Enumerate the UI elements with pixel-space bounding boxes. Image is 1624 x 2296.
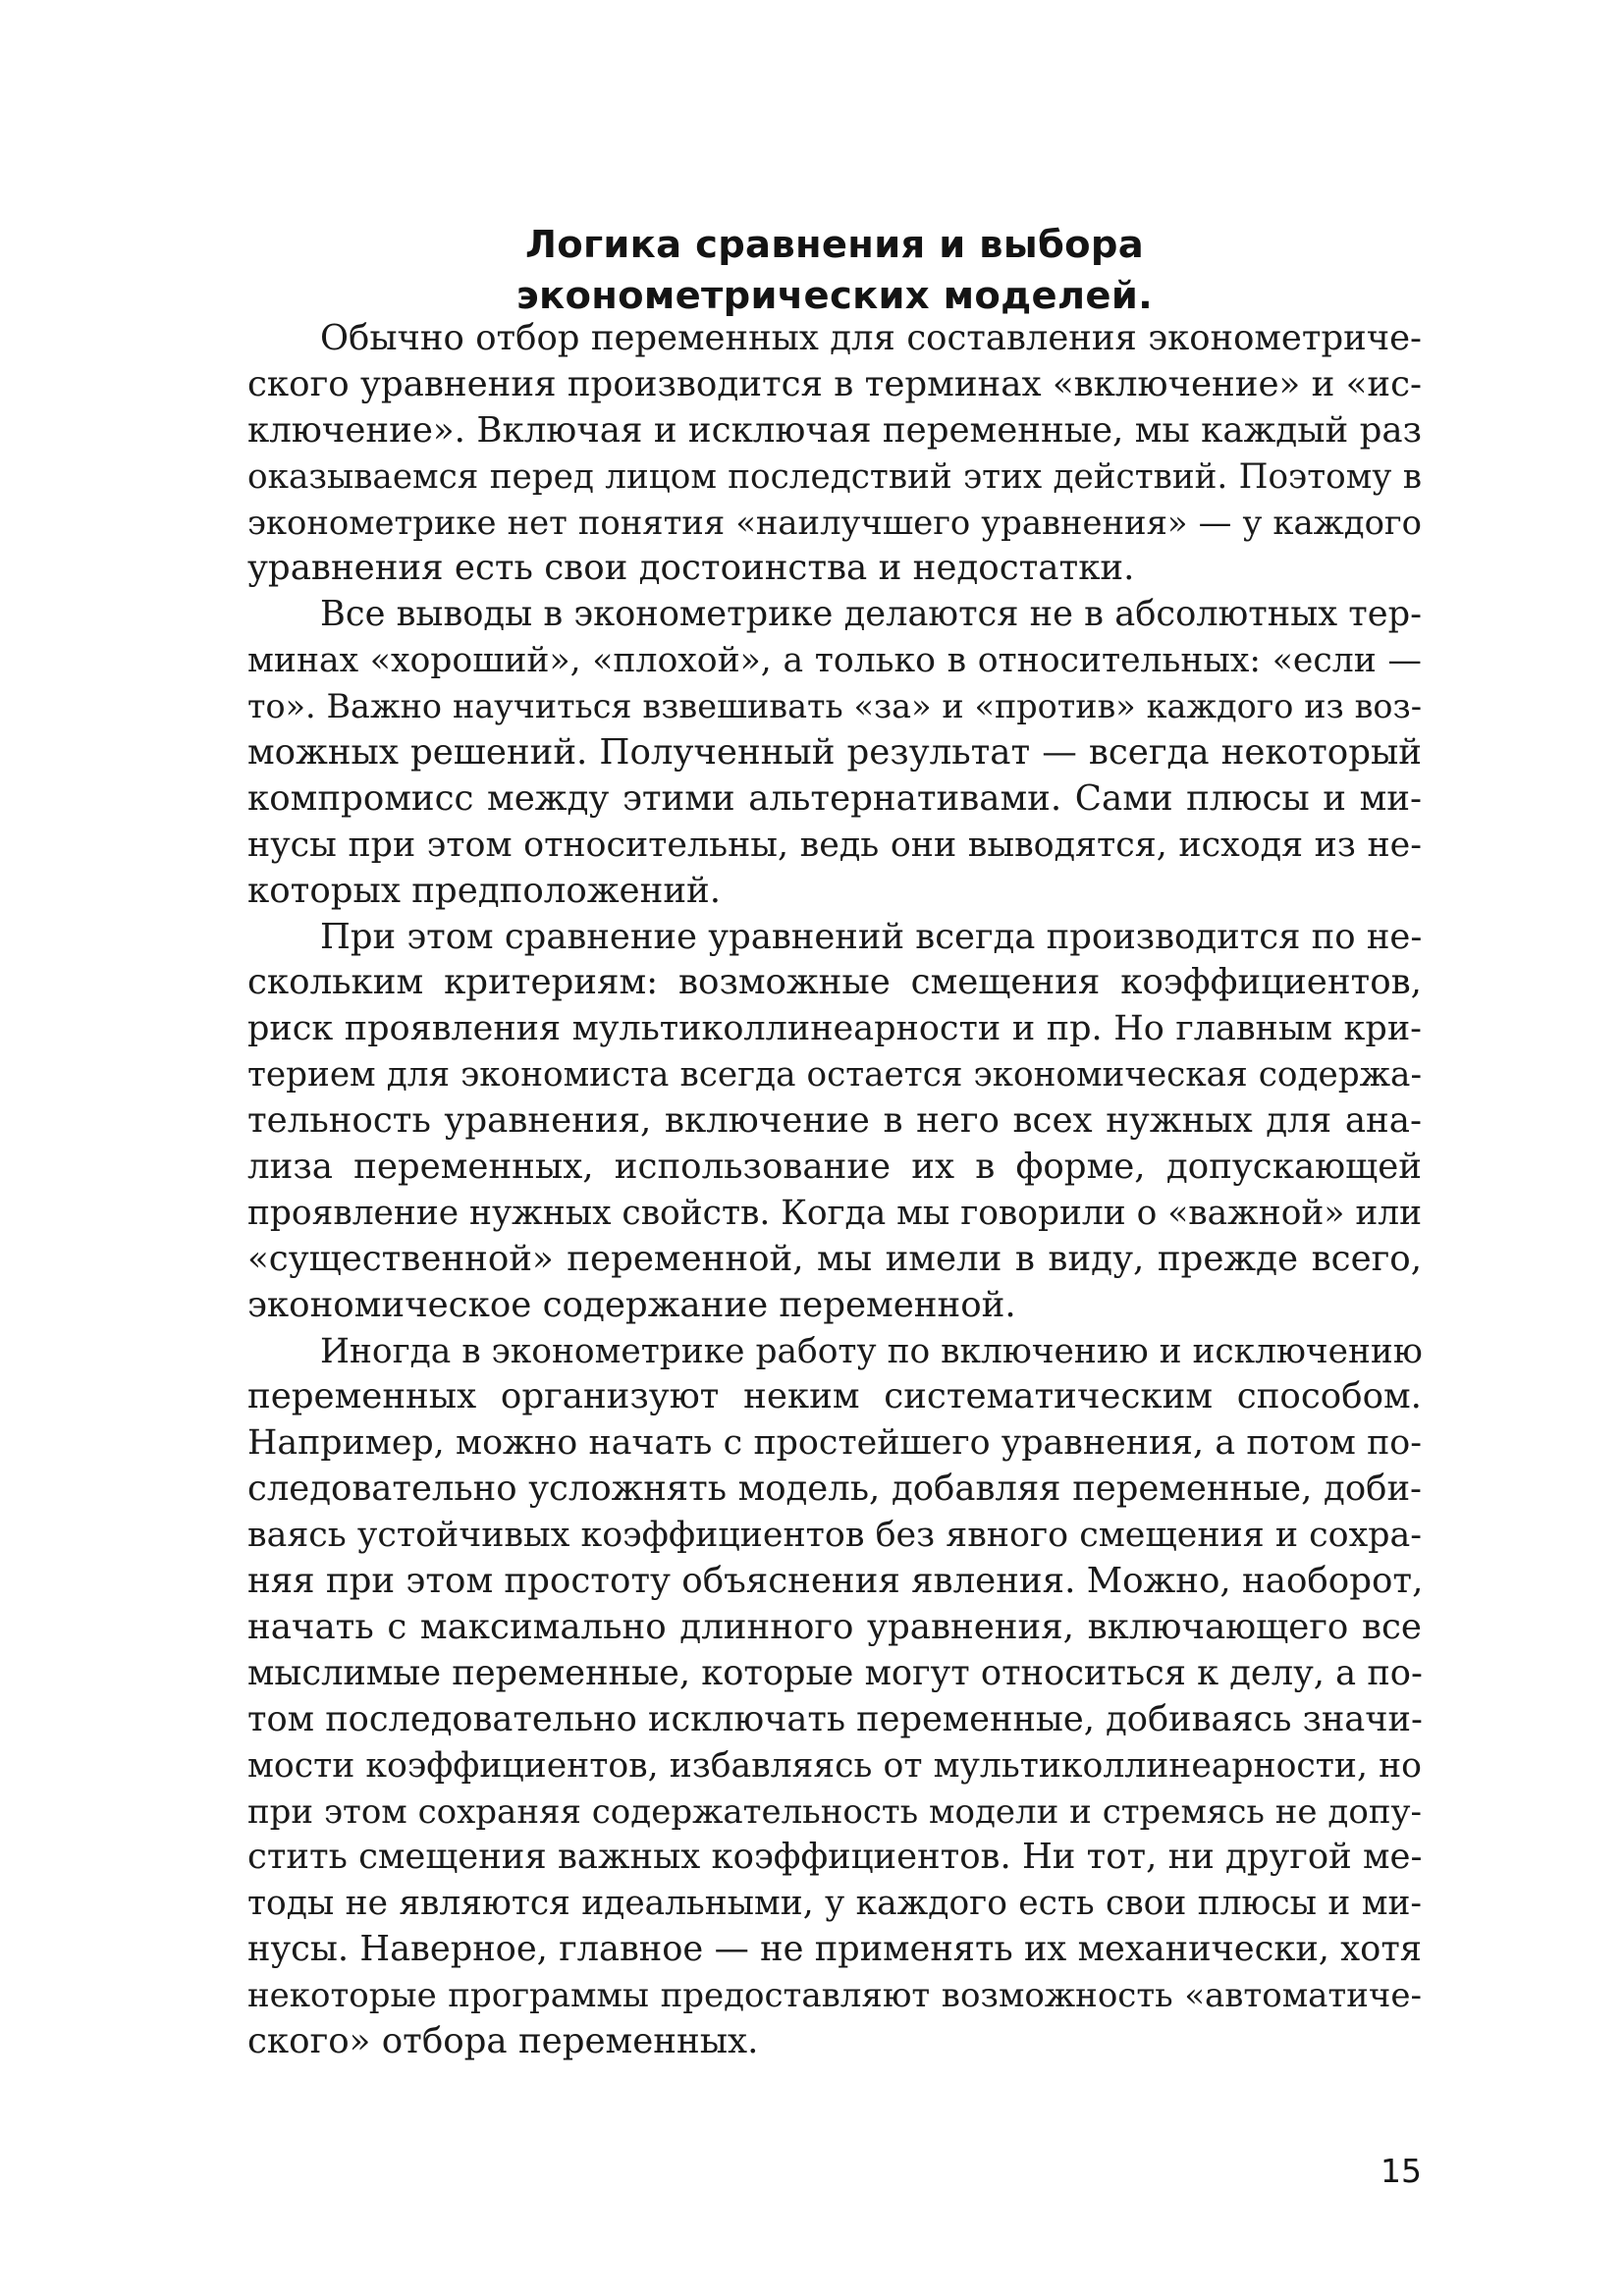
text-line: ского» отбора переменных. — [247, 2020, 759, 2061]
text-line: нусы при этом относительны, ведь они выводятся, исходя из не- — [247, 825, 1422, 865]
text-line: начать с максимально длинного уравнения, включающего все — [247, 1606, 1422, 1647]
text-line: том последовательно исключать переменные, добиваясь значи- — [247, 1698, 1423, 1739]
paragraph-1 — [247, 316, 1422, 592]
text-line: уравнения есть свои достоинства и недостатки. — [247, 548, 1135, 589]
text-line: мости коэффициентов, избавляясь от мультиколлинеарности, но — [247, 1745, 1422, 1786]
section-title — [247, 220, 1422, 322]
text-line: мыслимые переменные, которые могут относиться к делу, а по- — [247, 1652, 1423, 1693]
text-line: проявление нужных свойств. Когда мы говорили о «важной» или — [247, 1193, 1423, 1233]
paragraph-4 — [247, 1329, 1422, 2065]
text-line: лиза переменных, использование их в форме, допускающей — [247, 1147, 1422, 1188]
text-line: тоды не являются идеальными, у каждого есть свои плюсы и ми- — [247, 1884, 1422, 1924]
page-number: 15 — [1380, 2152, 1422, 2190]
text-line: эконометрике нет понятия «наилучшего уравнения» — у каждого — [247, 503, 1422, 542]
text-line: оказываемся перед лицом последствий этих действий. Поэтому в — [247, 456, 1422, 497]
text-line: Иногда в эконометрике работу по включению и исключению — [320, 1331, 1423, 1371]
paragraph-2 — [247, 592, 1422, 914]
text-line: минах «хороший», «плохой», а только в относительных: «если — — [247, 641, 1422, 681]
text-line: некоторые программы предоставляют возможность «автоматиче- — [247, 1976, 1422, 2016]
section-title-line-2: эконометрических моделей. — [515, 273, 1154, 318]
text-line: нусы. Наверное, главное — не применять их механически, хотя — [247, 1929, 1422, 1970]
text-line: переменных организуют неким систематическим способом. — [247, 1376, 1422, 1417]
text-line: ключение». Включая и исключая переменные, мы каждый раз — [247, 409, 1422, 451]
text-line: следовательно усложнять модель, добавляя переменные, доби- — [247, 1468, 1422, 1510]
text-line: экономическое содержание переменной. — [247, 1284, 1016, 1325]
text-line: няя при этом простоту объяснения явления. Можно, наоборот, — [247, 1561, 1424, 1602]
paragraph-3 — [247, 915, 1422, 1329]
text-line: ского уравнения производится в терминах «включение» и «ис- — [247, 363, 1423, 404]
body-text — [247, 316, 1422, 2065]
text-line: тельность уравнения, включение в него всех нужных для ана- — [247, 1100, 1422, 1142]
text-line: можных решений. Полученный результат — всегда некоторый — [247, 732, 1422, 774]
text-line: которых предположений. — [247, 870, 722, 911]
section-title-line-1: Логика сравнения и выбора — [524, 222, 1145, 267]
text-line: Все выводы в эконометрике делаются не в абсолютных тер- — [320, 594, 1422, 635]
text-line: при этом сохраняя содержательность модели и стремясь не допу- — [247, 1791, 1422, 1832]
text-line: ваясь устойчивых коэффициентов без явного смещения и сохра- — [247, 1516, 1422, 1556]
text-line: компромисс между этими альтернативами. Сами плюсы и ми- — [247, 777, 1422, 819]
text-line: «существенной» переменной, мы имели в виду, прежде всего, — [247, 1238, 1422, 1279]
text-line: При этом сравнение уравнений всегда производится по не- — [320, 916, 1423, 957]
text-line: терием для экономиста всегда остается экономическая содержа- — [247, 1055, 1422, 1095]
text-line: стить смещения важных коэффициентов. Ни тот, ни другой ме- — [247, 1837, 1423, 1878]
text-line: то». Важно научиться взвешивать «за» и «против» каждого из воз- — [247, 687, 1422, 726]
text-line: риск проявления мультиколлинеарности и пр. Но главным кри- — [247, 1009, 1422, 1049]
text-line: Например, можно начать с простейшего уравнения, а потом по- — [247, 1423, 1422, 1464]
text-line: Обычно отбор переменных для составления эконометриче- — [320, 318, 1422, 358]
text-line: скольким критериям: возможные смещения коэффициентов, — [247, 962, 1422, 1003]
